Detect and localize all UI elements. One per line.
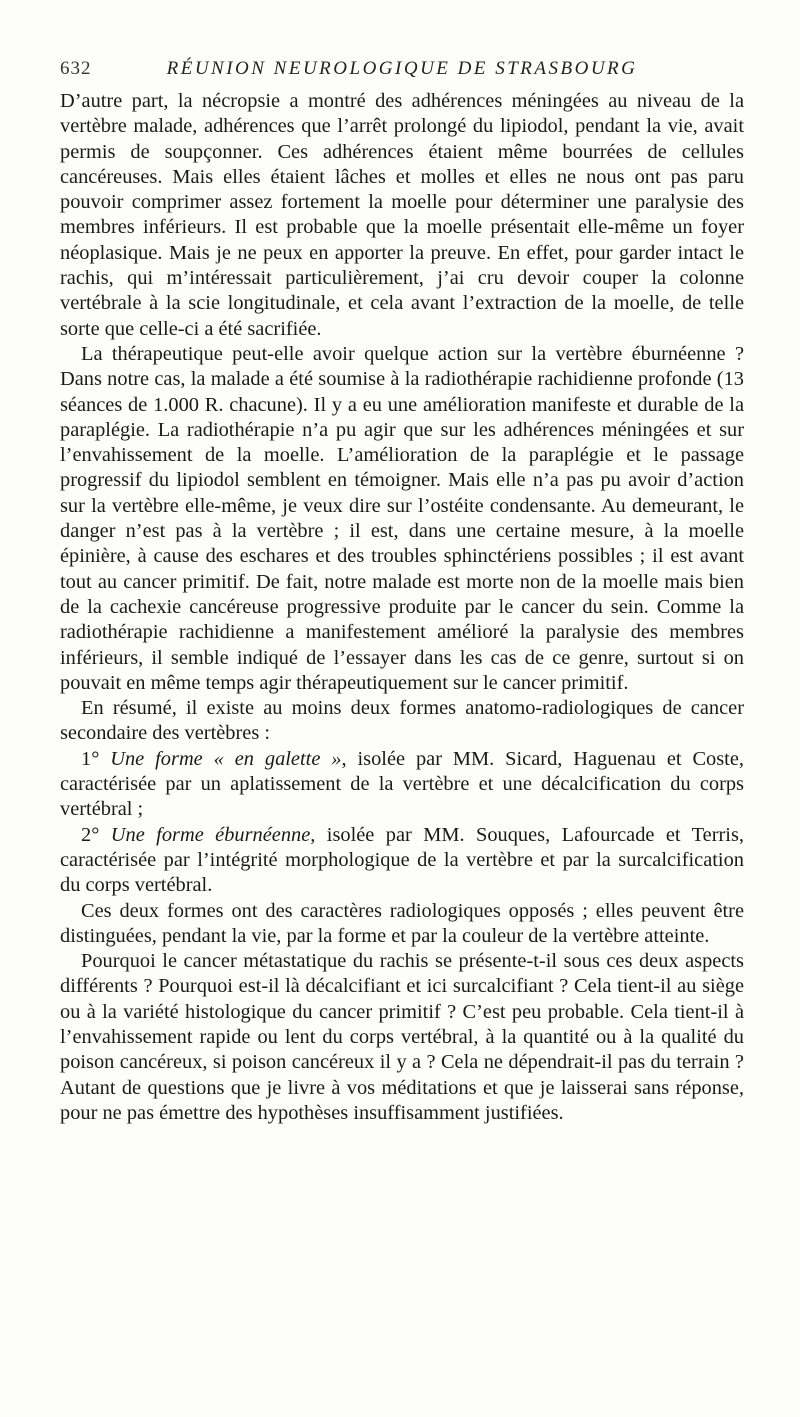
paragraph-summary: En résumé, il existe au moins deux formes anatomo-radiologiques de cancer secondaire des vertèbres : bbox=[60, 697, 744, 745]
paragraph-necropsy: D’autre part, la nécropsie a montré des adhérences méningées au niveau de la vertèbre malade, adhérences que l’arrêt prolongé du lipiodol, pendant la vie, avait permis de soupçonner. Ces adhérences étaient même bourrées de cellules cancéreuses. Mais elles étaient lâches et molles et elles ne nous ont pas paru pouvoir comprimer assez fortement la moelle pour déterminer une paralysie des membres inférieurs. Il est probable que la moelle présentait elle-même un foyer néoplasique. Mais je ne peux en apporter la preuve. En effet, pour garder intact le rachis, qui m’intéressait particulièrement, j’ai cru devoir couper la colonne vertébrale à la scie longitudinale, et cela avant l’extraction de la moelle, de telle sorte que celle-ci a été sacrifiée. bbox=[60, 90, 744, 340]
running-title: RÉUNION NEUROLOGIQUE DE STRASBOURG bbox=[166, 58, 638, 79]
form-title-galette: Une forme « en galette » bbox=[110, 747, 342, 770]
paragraph-therapy: La thérapeutique peut-elle avoir quelque action sur la vertèbre éburnéenne ? Dans notre cas, la malade a été soumise à la radiothérapie rachidienne profonde (13 séances de 1.000 R. chacune). Il y a eu une amélioration manifeste et durable de la paraplégie. La radiothérapie n’a pu agir que sur les adhérences méningées et sur l’envahissement de la moelle. L’amélioration de la paraplégie et le passage progressif du lipiodol semblent en témoigner. Mais elle n’a pas pu avoir d’action sur la vertèbre elle-même, je veux dire sur l’ostéite condensante. Au demeurant, le danger n’est pas à la vertèbre ; il est, dans une certaine mesure, à la moelle épinière, à cause des eschares et des troubles sphinctériens possibles ; il est avant tout au cancer primitif. De fait, notre malade est morte non de la moelle mais bien de la cachexie cancéreuse progressive produite par le cancer du sein. Comme la radiothérapie rachidienne a manifestement amélioré la paralysie des membres inférieurs, il semble indiqué de l’essayer dans les cas de ce genre, surtout si on pouvait en même temps agir thérapeutiquement sur le cancer primitif. bbox=[60, 342, 744, 694]
page-header bbox=[60, 58, 744, 82]
body-text bbox=[60, 89, 744, 1126]
form-description-eburneenne: , isolée par MM. Souques, Lafourcade et Terris, caractérisée par l’intégrité morphologique de la vertèbre et par la surcalcification du corps vertébral. bbox=[60, 823, 744, 897]
list-item-form-eburneenne bbox=[60, 823, 744, 899]
form-title-eburneenne: Une forme éburnéenne bbox=[110, 823, 311, 846]
paragraph-radiological: Ces deux formes ont des caractères radiologiques opposés ; elles peuvent être distinguées, pendant la vie, par la forme et par la couleur de la vertèbre atteinte. bbox=[60, 899, 744, 947]
list-item-form-galette bbox=[60, 747, 744, 823]
list-number: 1° bbox=[81, 747, 111, 770]
form-description-galette: , isolée par MM. Sicard, Haguenau et Coste, caractérisée par un aplatissement de la vertèbre et une décalcification du corps vertébral ; bbox=[60, 747, 744, 821]
page-number: 632 bbox=[60, 58, 92, 79]
list-number: 2° bbox=[81, 823, 111, 846]
paragraph-questions: Pourquoi le cancer métastatique du rachis se présente-t-il sous ces deux aspects différents ? Pourquoi est-il là décalcifiant et ici surcalcifiant ? Cela tient-il au siège ou à la variété histologique du cancer primitif ? C’est peu probable. Cela tient-il à l’envahissement rapide ou lent du corps vertébral, à la quantité ou à la qualité du poison cancéreux, si poison cancéreux il y a ? Cela ne dépendrait-il pas du terrain ? Autant de questions que je livre à vos méditations et que je laisserai sans réponse, pour ne pas émettre des hypothèses insuffisamment justifiées. bbox=[60, 950, 744, 1124]
